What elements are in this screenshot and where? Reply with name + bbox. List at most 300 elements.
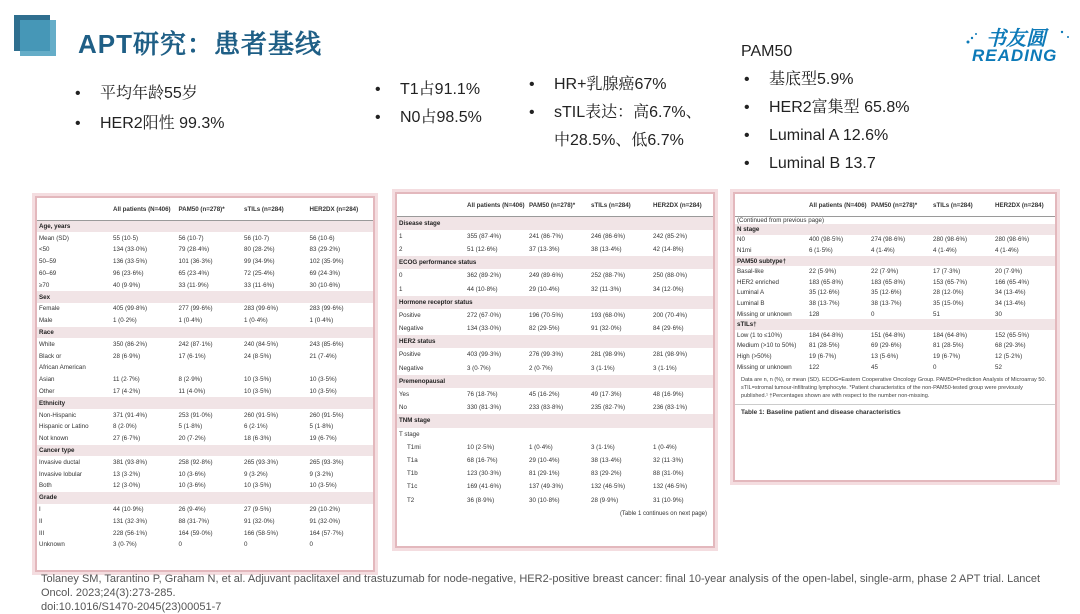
table-section-row [735,319,1055,330]
table-row [735,288,1055,299]
row-label: N0 [737,236,745,244]
table-cell: 183 (65·8%) [871,278,906,286]
table-cell: 3 (1·1%) [591,364,615,372]
table-cell: 22 (5·9%) [809,268,837,276]
table-cell: 10 (2·5%) [467,443,495,451]
table-footnote: Data are n, n (%), or mean (SD). ECOG=Eastern Cooperative Oncology Group. PAM50=Prediction Analysis of Microarray 50. sTIL=stromal tumour-infiltrating lymphocyte. *Patient characteristics of the non-PAM50-tested group were previously published.¹ †Percentages shown are with respect to the number non-missing. [741,377,1046,400]
table-cell: 0 [933,363,937,371]
table-row [37,409,373,421]
table-cell [651,428,713,441]
header-cell: All patients (N=406) [111,198,177,221]
table-cell: 26 (9·4%) [178,506,206,514]
table-cell: 260 (91·5%) [244,411,279,419]
table-cell: 91 (32·0%) [309,517,341,525]
table-cell: 79 (28·4%) [178,246,210,254]
table-cell: 265 (93·3%) [244,458,279,466]
header-cell: All patients (N=406) [465,194,527,217]
row-label: Luminal B [737,299,765,307]
table-cell: 164 (59·0%) [178,529,213,537]
table-row [397,269,713,282]
table-cell: 19 (6·7%) [809,352,837,360]
table-cell: 200 (70·4%) [653,311,688,319]
table-cell: 136 (33·5%) [113,258,148,266]
table-cell: 69 (24·3%) [309,270,341,278]
table-cell: 29 (10·4%) [529,456,560,464]
table-section-row [397,414,713,427]
baseline-table-2 [397,194,713,507]
row-label: 60–69 [39,270,57,278]
table-continues-note: (Table 1 continues on next page) [619,510,707,517]
row-label: T1c [407,483,418,491]
bullet-her2-enriched: • HER2富集型 65.8% [741,94,910,122]
header-cell: PAM50 (n=278)* [177,198,243,221]
slide-title: APT研究：患者基线 [78,29,323,59]
baseline-table-1 [37,198,373,551]
table-cell: 283 (99·6%) [309,305,344,313]
table-cell: 11 (4·0%) [178,388,206,396]
table-row [37,315,373,327]
table-cell: 131 (32·3%) [113,517,148,525]
header-cell [735,194,807,217]
table-section-row [37,221,373,233]
table-cell: 44 (10·9%) [113,506,144,514]
row-label: T2 [407,496,415,504]
table-cell: 30 (10·8%) [529,496,560,504]
table-cell: 274 (98·6%) [871,236,906,244]
table-row [37,539,373,551]
table-cell: 252 (88·7%) [591,272,626,280]
table-cell: 1 (0·2%) [113,317,137,325]
table-row [37,244,373,256]
citation [41,572,1061,614]
row-label: Unknown [39,541,65,549]
table-cell: 21 (7·4%) [309,352,337,360]
table-cell: 36 (8·9%) [467,496,495,504]
table-row [37,527,373,539]
row-label: HER2 enriched [737,278,779,286]
table-row [37,386,373,398]
table-cell: 403 (99·3%) [467,351,502,359]
section-label: Age, years [37,221,373,233]
bullet-luminal-b: • Luminal B 13.7 [741,150,910,178]
table-cell: 65 (23·4%) [178,270,210,278]
row-label: Not known [39,435,69,443]
table-cell: 1 (0·4%) [309,317,334,325]
table-cell: 28 (6·9%) [113,352,141,360]
table-cell: 277 (99·6%) [178,305,213,313]
table-row [37,303,373,315]
table-row [735,362,1055,373]
table-cell: 235 (82·7%) [591,404,626,412]
table-cell: 4 (1·4%) [933,246,957,254]
table-cell: 12 (3·0%) [113,482,141,490]
row-label: Missing or unknown [737,363,792,371]
table-cell: 2 (0·7%) [529,364,553,372]
table-section-row [397,296,713,309]
table-cell [308,362,374,374]
section-label: sTILs† [735,319,1055,330]
logo-chinese-text: 书友圆 [986,28,1046,50]
table-cell: 330 (81·3%) [467,404,502,412]
table-cell [177,362,243,374]
table-row [37,338,373,350]
table-row [397,309,713,322]
row-label: 1 [399,232,403,240]
section-label: Grade [37,492,373,504]
section-label: Cancer type [37,445,373,457]
table-cell: 9 (3·2%) [244,470,268,478]
table-cell: 20 (7·9%) [995,268,1023,276]
table-cell: 8 (2·0%) [113,423,137,431]
table-cell: 81 (28·5%) [933,342,964,350]
table-row [397,428,713,441]
table-cell: 381 (93·8%) [113,458,148,466]
table-row [37,362,373,374]
table-cell: 241 (86·7%) [529,232,564,240]
row-label: Basal-like [737,268,764,276]
table-cell: 10 (3·5%) [309,482,337,490]
table-cell: 134 (33·0%) [113,246,148,254]
table-cell: 51 (12·6%) [467,245,498,253]
table-cell: 3 (0·7%) [113,541,137,549]
table-row [735,277,1055,288]
table-cell: 17 (4·2%) [113,388,141,396]
table-cell: 30 (10·6%) [309,281,341,289]
row-label: Mean (SD) [39,234,69,242]
table-row [37,456,373,468]
table-row [397,282,713,295]
table-cell: 122 [809,363,820,371]
table-cell [111,362,177,374]
bullet-n0: • N0占98.5% [372,104,482,132]
table-row [37,480,373,492]
row-label: Missing or unknown [737,310,792,318]
table-cell: 152 (65·5%) [995,331,1030,339]
row-label: 2 [399,245,403,253]
section-label: Premenopausal [397,375,713,388]
table-caption: Table 1: Baseline patient and disease characteristics [735,404,1055,420]
table-row [397,322,713,335]
table-cell: 32 (11·3%) [653,456,684,464]
table-cell: 13 (3·2%) [113,470,141,478]
table-cell: 151 (64·8%) [871,331,906,339]
table-row [735,309,1055,320]
table-cell: 33 (11·6%) [244,281,275,289]
table-cell: 24 (8·5%) [244,352,272,360]
table-cell: 405 (99·8%) [113,305,148,313]
table-cell: 10 (3·6%) [178,482,206,490]
table-cell: 31 (10·9%) [653,496,684,504]
table-cell: 17 (6·1%) [178,352,206,360]
table-cell: 272 (67·0%) [467,311,502,319]
table-row [37,515,373,527]
row-label: T1a [407,456,418,464]
table-cell: 30 [995,310,1002,318]
row-label: Low (1 to ≤10%) [737,331,783,339]
table-cell [527,428,589,441]
table-cell: 249 (89·6%) [529,272,564,280]
table-cell: 29 (10·4%) [529,285,560,293]
table-cell: 1 (0·4%) [653,443,677,451]
table-cell: 137 (49·3%) [529,483,564,491]
row-label: Both [39,482,52,490]
bullet-group-3 [526,71,702,155]
table-row [37,374,373,386]
table-cell: 1 (0·4%) [529,443,553,451]
table-row [735,351,1055,362]
table-cell: 280 (98·6%) [933,236,968,244]
table-cell: 34 (13·4%) [995,289,1026,297]
table-row [397,401,713,414]
header-cell: PAM50 (n=278)* [527,194,589,217]
bullet-stil: • sTIL表达：高6.7%、 [526,99,702,127]
table-section-row [37,445,373,457]
table-cell: 240 (84·5%) [244,340,279,348]
table-row [735,245,1055,256]
table-cell: 258 (92·8%) [178,458,213,466]
row-label: Luminal A [737,289,765,297]
table-cell: 164 (57·7%) [309,529,344,537]
table-cell: 400 (98·5%) [809,236,844,244]
row-label: ≥70 [39,281,50,289]
table-section-row [37,291,373,303]
table-cell: 22 (7·9%) [871,268,899,276]
table-cell: 6 (1·5%) [809,246,833,254]
logo-english-text: READING [972,46,1058,65]
table-cell: 281 (98·9%) [591,351,626,359]
table-row [397,362,713,375]
table-cell: 283 (99·6%) [244,305,279,313]
table-row [735,235,1055,246]
citation-line-2: doi:10.1016/S1470-2045(23)00051-7 [41,601,222,613]
table-cell: 183 (65·8%) [809,278,844,286]
table-cell: 10 (3·5%) [309,376,337,384]
table-cell: 37 (13·3%) [529,245,560,253]
table-cell: 0 [178,541,182,549]
row-label: Non-Hispanic [39,411,77,419]
table-row [37,433,373,445]
table-row [397,388,713,401]
table-cell: 0 [309,541,313,549]
row-label: T1mi [407,443,421,451]
table-row [397,480,713,493]
table-section-row [397,335,713,348]
row-label: White [39,340,55,348]
table-cell: 355 (87·4%) [467,232,502,240]
table-cell: 38 (13·7%) [809,299,840,307]
table-row [397,467,713,480]
bullet-stil-continued: 中28.5%、低6.7% [554,132,684,149]
table-cell: 56 (10·7) [244,234,270,242]
table-cell: 56 (10·7) [178,234,204,242]
table-cell: 5 (1·8%) [178,423,203,431]
table-cell: 276 (99·3%) [529,351,564,359]
table-section-row [37,327,373,339]
table-cell: 38 (13·4%) [591,245,622,253]
row-label: Asian [39,376,55,384]
title-accent-square-light [20,20,56,56]
table-cell: 27 (6·7%) [113,435,141,443]
table-cell: 10 (3·6%) [178,470,206,478]
table-cell: 236 (83·1%) [653,404,688,412]
table-cell: 5 (1·8%) [309,423,334,431]
header-cell: HER2DX (n=284) [308,198,374,221]
baseline-table-panel-3 [733,192,1057,482]
header-cell [37,198,111,221]
table-cell: 91 (32·0%) [591,325,622,333]
table-cell: 55 (10·5) [113,234,139,242]
table-section-row [397,375,713,388]
table-cell: 242 (85·2%) [653,232,688,240]
table-cell: 8 (2·9%) [178,376,203,384]
table-row [37,350,373,362]
table-cell: 134 (33·0%) [467,325,502,333]
table-cell: 69 (29·6%) [871,342,902,350]
section-label: N stage [735,224,1055,235]
table-cell: 371 (91·4%) [113,411,148,419]
table-row [735,266,1055,277]
table-row [735,341,1055,352]
row-label: Black or [39,352,62,360]
bullet-t1: • T1占91.1% [372,76,482,104]
header-cell: sTILs (n=284) [589,194,651,217]
table-cell [242,362,308,374]
table-cell: 72 (25·4%) [244,270,275,278]
table-cell: 96 (23·6%) [113,270,144,278]
table-cell: 40 (9·9%) [113,281,141,289]
bullet-basal: • 基底型5.9% [741,66,910,94]
table-cell: 35 (12·6%) [809,289,840,297]
bullet-her2-positive: • HER2阳性 99.3% [72,110,225,138]
table-cell: 52 [995,363,1002,371]
row-label: Negative [399,364,424,372]
table-cell: 12 (5·2%) [995,352,1023,360]
table-cell: 84 (29·6%) [653,325,684,333]
row-label: Negative [399,325,424,333]
table-cell: 35 (12·6%) [871,289,902,297]
table-cell: 56 (10·6) [309,234,335,242]
table-cell: 68 (16·7%) [467,456,498,464]
table-section-row [397,256,713,269]
row-label: <50 [39,246,50,254]
table-cell: 81 (28·5%) [809,342,840,350]
table-body [397,217,713,507]
row-label: 1 [399,285,403,293]
table-cell: 51 [933,310,940,318]
table-cell: 193 (68·0%) [591,311,626,319]
baseline-table-panel-2 [395,192,715,548]
bullet-group-1 [72,80,225,140]
reading-logo [964,22,1074,76]
section-label: TNM stage [397,414,713,427]
table-cell: 10 (3·5%) [244,376,272,384]
row-label: Yes [399,391,410,399]
section-label: Sex [37,291,373,303]
row-label: III [39,529,45,537]
row-label: 0 [399,272,403,280]
table-row [397,243,713,256]
section-label: ECOG performance status [397,256,713,269]
table-cell: 32 (11·3%) [591,285,622,293]
table-cell: 68 (29·3%) [995,342,1026,350]
table-cell: 44 (10·8%) [467,285,498,293]
table-row [397,348,713,361]
table-cell: 132 (46·5%) [653,483,688,491]
table-cell: 196 (70·5%) [529,311,564,319]
table-cell: 4 (1·4%) [995,246,1019,254]
section-label: Ethnicity [37,397,373,409]
table-cell: 88 (31·7%) [178,517,210,525]
row-label: 50–59 [39,258,57,266]
table-row [397,454,713,467]
table-cell: 76 (18·7%) [467,391,498,399]
table-cell: 184 (64·8%) [809,331,844,339]
header-cell: sTILs (n=284) [931,194,993,217]
header-cell: sTILs (n=284) [242,198,308,221]
table-cell: 45 (16·2%) [529,391,560,399]
table-section-row [37,397,373,409]
table-cell: 233 (83·8%) [529,404,564,412]
header-cell: PAM50 (n=278)* [869,194,931,217]
table-row [37,279,373,291]
table-cell: 260 (91·5%) [309,411,344,419]
table-cell: 38 (13·4%) [591,456,622,464]
table-cell: 18 (6·3%) [244,435,272,443]
table-cell: 49 (17·3%) [591,391,622,399]
table-cell: 1 (0·4%) [178,317,203,325]
table-cell: 128 [809,310,820,318]
table-cell: 132 (46·5%) [591,483,626,491]
table-section-row [735,256,1055,267]
row-label: T1b [407,470,418,478]
table-row [37,421,373,433]
table-cell: 169 (41·6%) [467,483,502,491]
table-header-row [397,194,713,217]
baseline-table-panel-1 [35,196,375,572]
header-cell: HER2DX (n=284) [651,194,713,217]
table-cell: 242 (87·1%) [178,340,213,348]
row-label: II [39,517,43,525]
table-cell: 0 [244,541,248,549]
table-cell: 350 (86·2%) [113,340,148,348]
continued-note: (Continued from previous page) [737,217,825,224]
row-label: Invasive ductal [39,458,80,466]
baseline-table-3 [735,194,1055,372]
table-cell: 29 (10·2%) [309,506,341,514]
table-header-row [37,198,373,221]
row-label: Female [39,305,60,313]
row-label: Positive [399,311,421,319]
table-cell: 4 (1·4%) [871,246,895,254]
table-cell: 250 (88·0%) [653,272,688,280]
row-label: No [399,404,407,412]
bullet-group-2 [372,76,482,132]
row-label: I [39,506,41,514]
table-cell: 9 (3·2%) [309,470,334,478]
table-cell: 362 (89·2%) [467,272,502,280]
row-label: Invasive lobular [39,470,82,478]
table-row [37,256,373,268]
table-cell: 228 (56·1%) [113,529,148,537]
table-cell: 265 (93·3%) [309,458,344,466]
table-cell: 10 (3·5%) [244,388,272,396]
table-cell: 1 (0·4%) [244,317,268,325]
table-row [37,232,373,244]
table-cell: 83 (29·2%) [309,246,341,254]
row-label: Medium (>10 to 50%) [737,342,797,350]
table-cell: 20 (7·2%) [178,435,206,443]
table-row [37,468,373,480]
